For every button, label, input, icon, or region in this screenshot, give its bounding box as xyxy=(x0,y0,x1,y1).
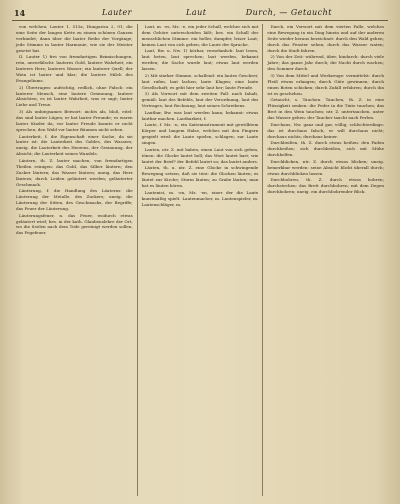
page-number: 14 xyxy=(14,8,26,18)
page-header xyxy=(10,6,390,20)
running-headword-middle: Laut xyxy=(186,8,207,17)
entry-paragraph: Durchblicken, ntr. Z. durch etwas blicken; uneig. bemerkbar werden: seine Absicht blickt überall durch; etwas durchblicken lassen. xyxy=(267,158,385,176)
entry-paragraph: Läutern, th. Z. lauter machen, von fremdartigen Theilen reinigen: das Gold, das Silber läutern; den Zucker läutern; das Wasser läutern; uneig. das Herz läutern; durch Leiden geläutert werden; geläuterter Geschmack. xyxy=(16,157,133,187)
entry-paragraph: II. Lauter 1) frei von fremdartigen Beimischungen, rein, unverfälscht: lauteres Gold, lautere Wahrheit; ein lauteres Herz; lauteres Wasser; ein lauterer Quell; der Wein ist lauter und klar; die lautere Milch des Evangeliums. xyxy=(16,54,133,83)
entry-paragraph: Läuterung, f. die Handlung des Läuterns: die Läuterung der Metalle, des Zuckers; uneig. die Läuterung der Sitten, des Geschmacks, der Begriffe; das Feuer der Läuterung. xyxy=(16,188,133,211)
column-right xyxy=(262,24,388,496)
entry-paragraph: Getaucht, s. Tauchen. Tauchen, th. Z. in eine Flüssigkeit senken: die Feder in die Tinte tauchen; das Brot in den Wein tauchen; ntr. Z. untertauchen, unter das Wasser gehen: der Taucher taucht nach Perlen. xyxy=(267,97,385,120)
column-middle xyxy=(137,24,263,496)
column-left xyxy=(12,24,137,496)
entry-paragraph: 2) Mit starker Stimme, schallend: ein lautes Geschrei; laut rufen, laut lachen; laute Klagen; eine laute Gesellschaft; es geht hier sehr laut her; laute Freude. xyxy=(141,72,259,90)
entry-paragraph: Durchaus, Nw. ganz und gar, völlig, schlechterdings: das ist durchaus falsch; er will durchaus nicht; durchaus nichts; durchaus keiner. xyxy=(267,121,385,139)
entry-paragraph: von welchen, Lauter 1, 513a; Hungarica 2, 91; die eine Seite der langen Kette zu einem schönen Ganzen verbindet; dann über die lauter Reihe der Vorgänge; jede Stimme in lauter Harmonie, wie sie der Meister gesetzt hat. xyxy=(16,24,133,53)
entry-paragraph: 3) Als Vorwort mit dem zweiten Fall: nach Inhalt, gemäß: laut des Befehls, laut der Verordnung, laut des Vertrages; laut Rechnung; laut seines Schreibens. xyxy=(141,91,259,109)
entry-paragraph: Durchbeißen, th. Z. durch etwas beißen: den Faden durchbeißen; sich durchbeißen, sich mit Mühe durchhelfen. xyxy=(267,140,385,158)
entry-paragraph: Laut, Bw. u. Nw. 1) hörbar, vernehmlich: laut lesen, laut beten, laut sprechen; laut werden, bekannt werden; die Sache wurde laut; etwas laut werden lassen. xyxy=(141,48,259,72)
running-headword-right: Durch, — Getaucht xyxy=(245,8,332,17)
entry-paragraph: Durchbohren, th. Z. durch etwas bohren; durchstechen: das Brett durchbohren; mit dem Degen durchbohren; uneig. ein durchbohrender Blick. xyxy=(267,177,385,195)
entry-paragraph: 3) Von dem Mittel und Werkzeuge: vermittelst: durch Fleiß etwas erlangen; durch Güte gewinnen; durch einen Boten schicken; durch Zufall erfahren; durch ihn ist es geschehen. xyxy=(267,72,385,96)
entry-paragraph: Läuterungsfeuer, n. das Feuer, wodurch etwas geläutert wird; bes. in der kath. Glaubenslehre der Ort, wo die Seelen nach dem Tode gereinigt werden sollen, das Fegefeuer. xyxy=(16,212,133,236)
entry-paragraph: Lauterkeit, f. die Eigenschaft einer Sache, da sie lauter ist: die Lauterkeit des Goldes, des Wassers; uneig. die Lauterkeit des Herzens, der Gesinnung, der Absicht; die Lauterkeit seines Wandels. xyxy=(16,133,133,157)
entry-paragraph: Lautenist, m. -en, Mz. -en, einer der die Laute kunstmäßig spielt. Lautenmacher, m. Lautenspieler, m. Lautenschläger, m. xyxy=(141,189,259,207)
entry-paragraph: Lauten, ntr. Z. mit haben, einen Laut von sich geben, tönen: die Glocke lautet hell; das Wort lautet hart; wie lautet der Brief? der Befehl lautet so; das lautet anders. xyxy=(141,146,259,164)
entry-paragraph: Laute, f. Mz. -n, ein Saiteninstrument mit gewölbtem Körper und langem Halse, welches mit den Fingern gespielt wird: die Laute spielen, schlagen; zur Laute singen. xyxy=(141,122,259,146)
text-columns xyxy=(12,24,388,496)
entry-paragraph: 2) Übertragen: aufrichtig, redlich, ohne Falsch: ein lauterer Mensch, eine lautere Gesinnung, lautere Absichten; es ist lauter Wahrheit, was er sagt; lauter Liebe und Treue. xyxy=(16,84,133,108)
entry-paragraph: Lautbar, Bw. was laut werden kann; bekannt: etwas lautbar machen. Lautbarkeit, f. xyxy=(141,109,259,121)
header-rule xyxy=(12,20,388,21)
entry-paragraph: Läuten, th. u. ntr. Z. eine Glocke in schwingende Bewegung setzen, daß sie tönt: die Glocken läuten; es läutet zur Kirche; Sturm läuten; zu Grabe läuten; man hat es läuten hören. xyxy=(141,165,259,189)
running-headword-left: Lauter xyxy=(102,8,133,17)
entry-paragraph: 3) Als unbiegsames Beiwort: nichts als, bloß, eitel: das sind lauter Lügen; er hat lauter Freunde; es waren lauter Kinder da; vor lauter Freude konnte er nicht sprechen; den Wald vor lauter Bäumen nicht sehen. xyxy=(16,109,133,132)
entry-paragraph: 2) Von der Zeit: während, über, hindurch: durch viele Jahre; das ganze Jahr durch; die Nacht durch wachen; den Sommer durch. xyxy=(267,54,385,72)
entry-paragraph: Durch, ein Vorwort mit dem vierten Falle, welches eine Bewegung in ein Ding hinein und auf der anderen Seite wieder heraus bezeichnet: durch den Wald gehen; durch das Fenster sehen; durch das Wasser waten; durch die Stadt fahren. xyxy=(267,24,385,53)
entry-paragraph: Laut, m. -es, Mz. -e, ein jeder Schall, welcher sich mit dem Gehöre unterscheiden läßt; bes. ein Schall der menschlichen Stimme: ein heller, dumpfer, leiser Laut; keinen Laut von sich geben; die Laute der Sprache. xyxy=(141,24,259,47)
